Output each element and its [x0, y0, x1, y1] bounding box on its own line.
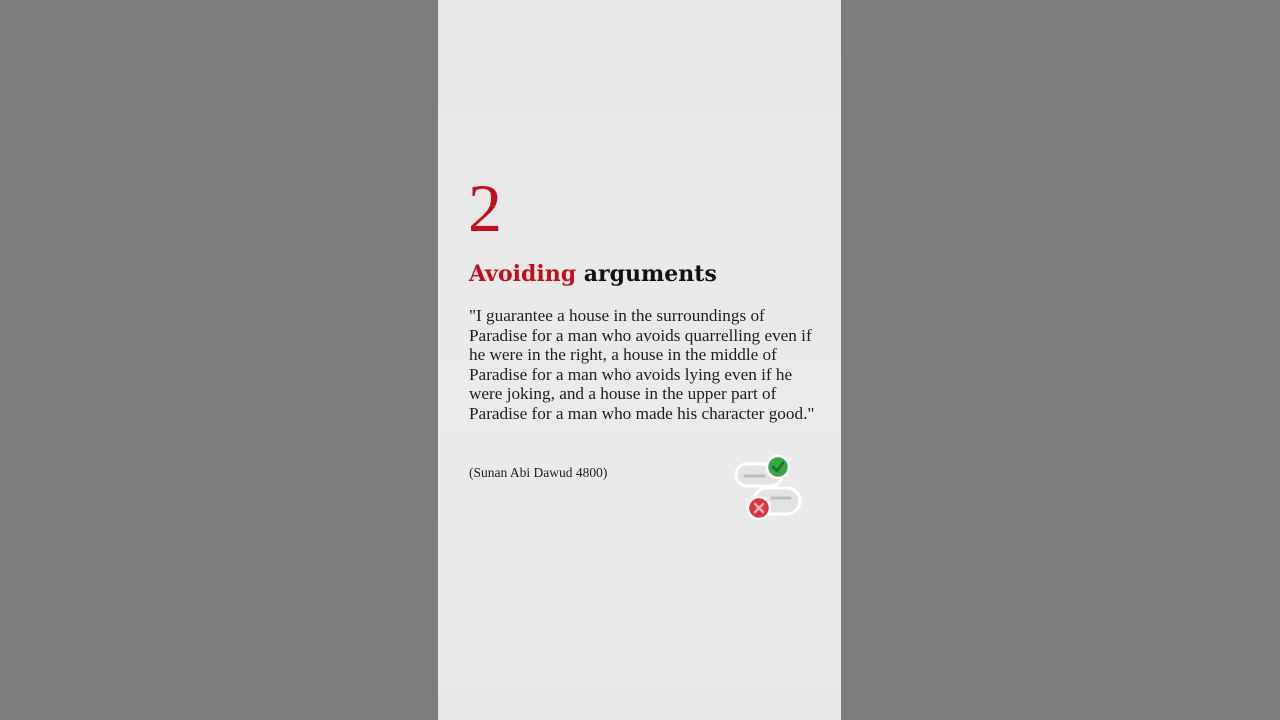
- check-icon: [767, 456, 789, 478]
- hadith-quote: "I guarantee a house in the surroundings of Paradise for a man who avoids quarrelling even if he were in the right, a house in the middle of Paradise for a man who avoids lying even if he were joking, and a house in the upper part of Paradise for a man who made his character good.": [469, 306, 815, 423]
- hadith-source: (Sunan Abi Dawud 4800): [469, 465, 608, 480]
- slide-card: [438, 0, 841, 720]
- left-blurred-background: [0, 0, 438, 720]
- title-accent: Avoiding: [469, 261, 577, 287]
- title-rest: arguments: [576, 261, 717, 287]
- cross-icon: [748, 497, 770, 519]
- slide-number: 2: [468, 170, 502, 246]
- right-blurred-background: [841, 0, 1280, 720]
- slide-title: [469, 258, 717, 290]
- chat-bubbles-check-cross-icon: [734, 452, 806, 524]
